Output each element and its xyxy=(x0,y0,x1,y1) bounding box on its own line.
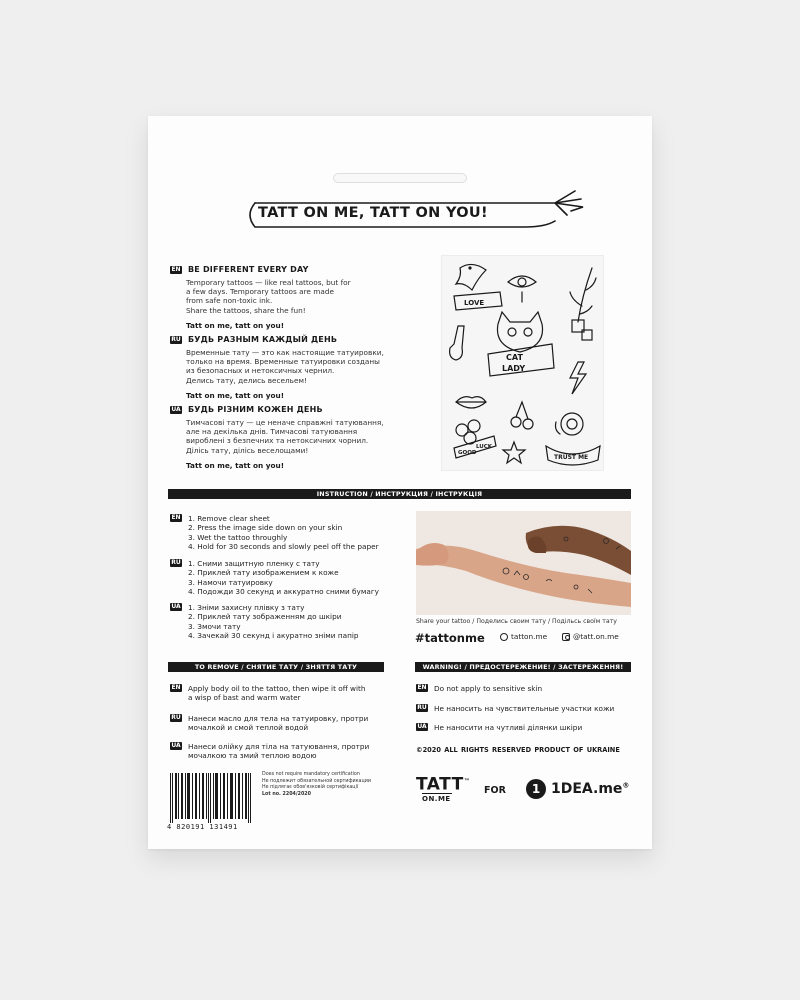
clover-icon xyxy=(454,420,496,458)
lang-badge: EN xyxy=(171,684,181,691)
lightning-icon xyxy=(570,362,586,394)
idea-reg: ® xyxy=(622,781,630,790)
intro-sign: Tatt on me, tatt on you! xyxy=(186,460,285,470)
lang-badge: RU xyxy=(417,704,427,711)
remove-ru xyxy=(170,714,380,733)
instruction-en xyxy=(170,514,410,552)
warning-bar: WARNING! / ПРЕДОСТЕРЕЖЕНИЕ! / ЗАСТЕРЕЖЕННЯ! xyxy=(415,662,631,672)
instagram-icon xyxy=(562,633,570,641)
remove-ua xyxy=(170,742,380,761)
intro-en xyxy=(170,265,430,330)
warning-text: Не наносить на чувствительные участки кожи xyxy=(434,704,615,713)
website-text: tatton.me xyxy=(511,632,548,641)
dice-icon xyxy=(572,320,592,340)
warning-text: Do not apply to sensitive skin xyxy=(434,684,543,693)
instagram-text: @tatt.on.me xyxy=(573,632,619,641)
trust-label: TRUST ME xyxy=(554,454,589,461)
arms-photo xyxy=(416,511,631,615)
instruction-step: 3. Wet the tattoo throughly xyxy=(188,532,288,542)
globe-icon xyxy=(500,633,508,641)
remove-bar: TO REMOVE / СНЯТИЕ ТАТУ / ЗНЯТТЯ ТАТУ xyxy=(168,662,384,672)
intro-body: Временные тату — это как настоящие татуировки, только на время. Временные татуировки созданы из безопасных и нетоксичных чернил. Делись тату, делись весельем! xyxy=(186,348,384,385)
lang-badge: EN xyxy=(171,514,181,521)
instruction-step: 2. Приклей тату изображением к коже xyxy=(188,568,339,578)
idea-logo-text xyxy=(551,781,629,797)
lang-badge: RU xyxy=(171,335,181,343)
intro-sign: Tatt on me, tatt on you! xyxy=(186,320,285,330)
lang-badge: EN xyxy=(171,265,181,273)
tatt-on-me-logo xyxy=(416,774,470,803)
instruction-steps xyxy=(188,559,379,597)
intro-ua xyxy=(170,405,430,470)
cert-line: Не подлежит обязательной сертификации xyxy=(262,778,371,784)
instruction-step: 4. Зачекай 30 секунд і акуратно зніми папір xyxy=(188,631,359,641)
love-banner-icon xyxy=(454,292,502,310)
share-label: Share your tattoo / Поделись своим тату / Подільсь своїм тату xyxy=(416,618,617,625)
instruction-step: 3. Намочи татуировку xyxy=(188,577,273,587)
intro-title: BE DIFFERENT EVERY DAY xyxy=(188,265,309,274)
warning-en xyxy=(416,684,626,693)
barcode-number: 4 820191 131491 xyxy=(167,823,238,831)
remove-en xyxy=(170,684,380,703)
cherries-icon xyxy=(511,402,533,429)
lang-badge: UA xyxy=(171,742,181,749)
cat-lady-icon xyxy=(488,312,554,376)
star-icon xyxy=(503,442,525,463)
instruction-step: 2. Press the image side down on your skin xyxy=(188,523,343,533)
instruction-step: 4. Hold for 30 seconds and slowly peel off the paper xyxy=(188,542,379,552)
logo-tm: ™ xyxy=(463,778,471,785)
lang-badge: RU xyxy=(171,714,181,721)
logo-top: TATT xyxy=(416,774,464,795)
certification-notes xyxy=(262,772,371,798)
lips-icon xyxy=(456,397,486,408)
swallow-icon xyxy=(456,264,486,290)
copyright: ©2020 ALL RIGHTS RESERVED PRODUCT OF UKRAINE xyxy=(416,746,620,754)
lang-badge: UA xyxy=(417,723,427,730)
instruction-ua xyxy=(170,603,410,641)
intro-title: БУДЬ РАЗНЫМ КАЖДЫЙ ДЕНЬ xyxy=(188,335,338,344)
instruction-ru xyxy=(170,559,410,597)
lot-number: Lot no. 2204/2020 xyxy=(262,791,311,797)
tattoo-sheet xyxy=(441,255,604,471)
intro-sign: Tatt on me, tatt on you! xyxy=(186,390,285,400)
logo-bottom: ON.ME xyxy=(422,794,451,803)
barcode xyxy=(168,773,253,823)
good-label: GOOD xyxy=(458,450,477,456)
instruction-steps xyxy=(188,603,359,641)
lang-badge: EN xyxy=(417,684,427,691)
warning-text: Не наносити на чутливі ділянки шкіри xyxy=(434,723,583,732)
instruction-step: 1. Сними защитную пленку с тату xyxy=(188,559,320,568)
intro-body: Temporary tattoos — like real tattoos, but for a few days. Temporary tattoos are made from safe non-toxic ink. Share the tattoos, share the fun! xyxy=(186,278,351,315)
warning-ua xyxy=(416,723,626,732)
intro-title: БУДЬ РІЗНИМ КОЖЕН ДЕНЬ xyxy=(188,405,323,414)
intro-ru xyxy=(170,335,430,400)
love-label: LOVE xyxy=(464,299,485,307)
instagram-link[interactable] xyxy=(562,632,619,641)
eye-icon xyxy=(508,276,536,302)
instruction-step: 1. Remove clear sheet xyxy=(188,514,270,523)
instruction-step: 4. Подожди 30 секунд и аккуратно сними бумагу xyxy=(188,587,380,597)
intro-body: Тимчасові тату — це неначе справжні татуювання, але на декілька днів. Тимчасові татуювання вироблені з безпечних та нетоксичних чорнил. Діліcь тату, діліcь веселощами! xyxy=(186,418,384,455)
warning-ru xyxy=(416,704,626,713)
hashtag: #tattonme xyxy=(415,631,485,645)
cert-line: Не підлягає обов'язковій сертифікації xyxy=(262,785,359,790)
website-link[interactable] xyxy=(500,632,547,641)
lang-badge: UA xyxy=(171,603,181,610)
instruction-step: 1. Зніми захисну плівку з тату xyxy=(188,603,305,612)
rose-icon xyxy=(556,413,584,435)
luck-label: LUCK xyxy=(476,444,493,450)
remove-text: Apply body oil to the tattoo, then wipe it off with a wisp of bast and warm water xyxy=(188,684,366,703)
cat-label: CAT xyxy=(506,353,523,362)
instruction-step: 3. Змочи тату xyxy=(188,621,241,631)
instruction-steps xyxy=(188,514,379,552)
lang-badge: UA xyxy=(171,405,181,413)
remove-text: Нанеси олійку для тіла на татуювання, протри мочалкою та змий теплою водою xyxy=(188,742,370,761)
crossed-fingers-icon xyxy=(450,326,464,360)
remove-text: Нанеси масло для тела на татуировку, протри мочалкой и смой теплой водой xyxy=(188,714,369,733)
lady-label: LADY xyxy=(502,364,526,373)
for-label: FOR xyxy=(484,785,506,796)
lang-badge: RU xyxy=(171,559,181,566)
idea-name: 1DEA.me xyxy=(551,781,623,797)
branch-icon xyxy=(570,268,596,322)
cert-line: Does not require mandatory certification xyxy=(262,772,360,777)
hang-hole xyxy=(333,173,467,183)
trust-me-banner-icon xyxy=(546,446,600,465)
instruction-bar: INSTRUCTION / ИНСТРУКЦИЯ / ІНСТРУКЦІЯ xyxy=(168,489,631,499)
headline: TATT ON ME, TATT ON YOU! xyxy=(258,205,488,221)
instruction-step: 2. Приклей тату зображенням до шкіри xyxy=(188,612,342,622)
idea-logo-mark: 1 xyxy=(526,779,546,799)
